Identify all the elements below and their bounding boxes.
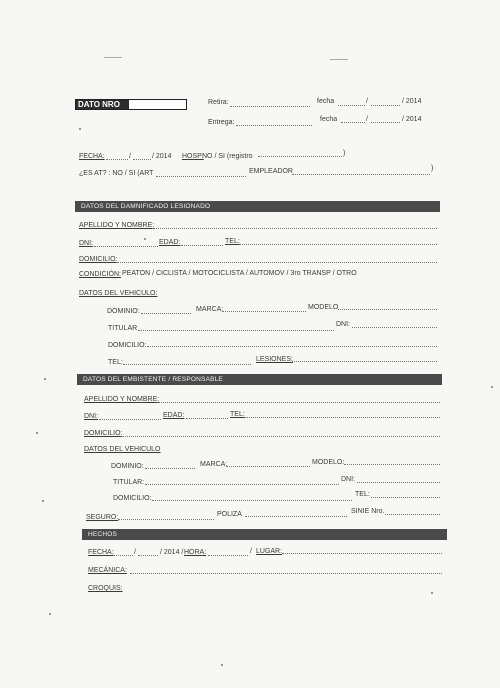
s1-dominio-label: DOMINIO:	[107, 308, 140, 315]
entrega-slash: /	[366, 116, 368, 123]
s3-fecha-slash: /	[134, 549, 136, 556]
retira-fecha-label: fecha	[317, 98, 335, 105]
s1-edad-label: EDAD:	[159, 239, 181, 246]
s3-lugar-line[interactable]	[282, 553, 442, 554]
art-line[interactable]	[156, 176, 246, 177]
s1-titular-line[interactable]	[138, 330, 334, 331]
s2-dni2-label: DNI:	[341, 476, 355, 483]
s2-modelo-line[interactable]	[344, 464, 440, 465]
s2-poliza-line[interactable]	[245, 516, 347, 517]
s2-datos-vehiculo-label: DATOS DEL VEHICULO	[84, 446, 161, 453]
s3-croquis-label: CROQUIS:	[88, 585, 123, 592]
s1-apellido-label: APELLIDO Y NOMBRE:	[79, 222, 155, 229]
scan-speck	[79, 128, 81, 130]
s2-domicilio2-label: DOMICILIO:	[113, 495, 152, 502]
s2-dni-line[interactable]	[99, 419, 161, 420]
s3-fecha-year: / 2014 /	[160, 549, 184, 556]
s1-condicion-options[interactable]: PEATON / CICLISTA / MOTOCICLISTA / AUTOMOV / 3ro TRANSP / OTRO	[122, 270, 357, 277]
s1-titular-label: TITULAR	[108, 325, 138, 332]
s3-hora-slash: /	[250, 548, 252, 555]
scan-speck	[42, 500, 44, 502]
s2-dni-label: DNI:	[84, 413, 98, 420]
entrega-line[interactable]	[236, 125, 312, 126]
s1-tel-label: TEL:	[225, 238, 240, 245]
s1-lesiones-line[interactable]	[292, 361, 437, 362]
es-at-label[interactable]: ¿ES AT? : NO / SI (ART	[79, 170, 154, 177]
s1-domicilio-line[interactable]	[116, 262, 437, 263]
scan-mark	[330, 59, 348, 60]
s2-tel2-line[interactable]	[371, 497, 440, 498]
s2-domicilio-line[interactable]	[121, 436, 440, 437]
s1-dni-label: DNI:	[79, 240, 93, 247]
s1-tel2-line[interactable]	[123, 364, 251, 365]
section-embistente-header: DATOS DEL EMBISTENTE / RESPONSABLE	[77, 374, 442, 385]
fecha-year: / 2014	[152, 153, 172, 160]
retira-year: / 2014	[402, 98, 422, 105]
s3-fecha-month[interactable]	[138, 555, 158, 556]
s2-marca-label: MARCA:	[200, 461, 228, 468]
s1-datos-vehiculo-label: DATOS DEL VEHICULO:	[79, 290, 158, 297]
s1-tel-line[interactable]	[240, 244, 437, 245]
section-damnificado-header: DATOS DEL DAMNIFICADO LESIONADO	[75, 201, 440, 212]
s2-dni2-line[interactable]	[357, 482, 440, 483]
fecha-slash: /	[129, 153, 131, 160]
s1-dni-line[interactable]	[94, 246, 158, 247]
s2-marca-line[interactable]	[226, 466, 310, 467]
s2-edad-label: EDAD:	[163, 412, 185, 419]
entrega-fecha-label: fecha	[320, 116, 338, 123]
retira-month[interactable]	[371, 105, 400, 106]
s2-titular-label: TITULAR:	[113, 479, 145, 486]
scan-speck	[49, 613, 51, 615]
hosp-label: HOSP:	[182, 153, 204, 160]
s3-lugar-label: LUGAR:	[256, 548, 283, 555]
empleador-label: EMPLEADOR	[249, 168, 293, 175]
s1-domicilio2-line[interactable]	[147, 346, 437, 347]
retira-line[interactable]	[230, 106, 310, 107]
s1-dni2-line[interactable]	[352, 327, 437, 328]
section-hechos-header: HECHOS	[82, 529, 447, 540]
s2-tel-label: TEL:	[230, 411, 245, 418]
scan-speck	[36, 432, 38, 434]
s1-tel2-label: TEL:	[108, 359, 123, 366]
s1-dominio-line[interactable]	[141, 313, 191, 314]
hosp-registro-line[interactable]	[258, 156, 342, 157]
s2-sinie-line[interactable]	[385, 514, 440, 515]
scan-mark	[104, 57, 122, 58]
dato-nro-field[interactable]	[75, 99, 187, 110]
s1-lesiones-label: LESIONES:	[256, 356, 293, 363]
s1-modelo-label: MODELO	[308, 304, 339, 311]
s2-apellido-label: APELLIDO Y NOMBRE:	[84, 396, 160, 403]
fecha-day[interactable]	[106, 159, 128, 160]
s2-seguro-line[interactable]	[118, 519, 214, 520]
s1-marca-line[interactable]	[222, 311, 306, 312]
s1-dni2-label: DNI:	[336, 321, 350, 328]
s2-seguro-label: SEGURO:	[86, 514, 119, 521]
scan-speck	[44, 378, 46, 380]
scan-speck	[144, 238, 146, 240]
s2-apellido-line[interactable]	[157, 402, 440, 403]
entrega-day[interactable]	[341, 122, 365, 123]
s2-dominio-line[interactable]	[145, 468, 195, 469]
fecha-label: FECHA:	[79, 153, 105, 160]
s1-condicion-label: CONDICIÓN:	[79, 271, 121, 278]
hosp-options[interactable]: NO / SI (registro	[202, 153, 253, 160]
s3-hora-label: HORA:	[184, 549, 207, 556]
s3-mecanica-line[interactable]	[130, 573, 442, 574]
s1-edad-line[interactable]	[181, 245, 223, 246]
entrega-month[interactable]	[371, 122, 400, 123]
s3-mecanica-label: MECÁNICA:	[88, 567, 127, 574]
s2-domicilio-label: DOMICILIO:	[84, 430, 123, 437]
s3-hora-line[interactable]	[208, 555, 248, 556]
retira-day[interactable]	[338, 105, 365, 106]
s3-fecha-day[interactable]	[113, 555, 133, 556]
retira-label: Retira:	[208, 99, 229, 106]
retira-slash: /	[366, 98, 368, 105]
s2-domicilio2-line[interactable]	[152, 500, 352, 501]
s1-apellido-line[interactable]	[152, 228, 437, 229]
fecha-month[interactable]	[133, 159, 151, 160]
s2-tel-line[interactable]	[245, 417, 440, 418]
scan-speck	[221, 664, 223, 666]
empleador-line[interactable]	[292, 174, 430, 175]
s1-domicilio2-label: DOMICILIO:	[108, 342, 147, 349]
s1-marca-label: MARCA:	[196, 306, 224, 313]
empleador-close: )	[431, 165, 434, 172]
s1-domicilio-label: DOMICILIO:	[79, 256, 118, 263]
s2-tel2-label: TEL:	[355, 491, 370, 498]
s2-edad-line[interactable]	[186, 418, 228, 419]
s2-modelo-label: MODELO:	[312, 459, 345, 466]
s2-dominio-label: DOMINIO:	[111, 463, 144, 470]
dato-nro-label: DATO NRO	[76, 100, 129, 109]
s1-modelo-line[interactable]	[338, 309, 437, 310]
entrega-year: / 2014	[402, 116, 422, 123]
s2-sinie-label: SINIE Nro.	[351, 508, 385, 515]
s2-poliza-label: POLIZA	[217, 511, 242, 518]
scan-speck	[431, 592, 433, 594]
hosp-close: )	[343, 150, 346, 157]
s3-fecha-label: FECHA:	[88, 549, 114, 556]
s2-titular-line[interactable]	[145, 484, 339, 485]
entrega-label: Entrega:	[208, 119, 235, 126]
scan-speck	[491, 386, 493, 388]
